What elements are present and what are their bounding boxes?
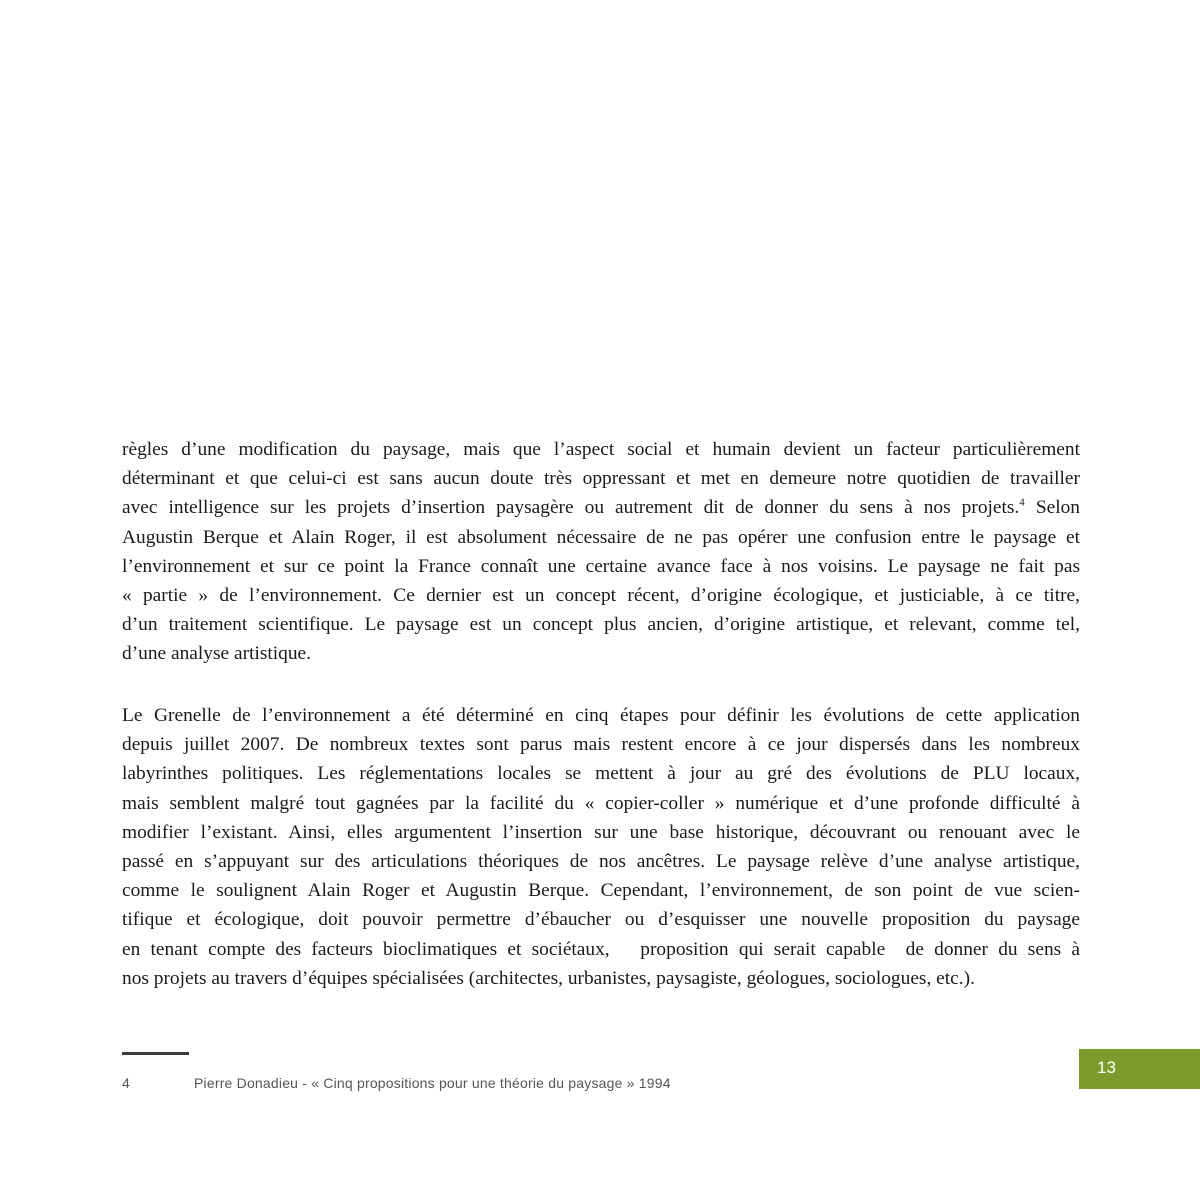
body-paragraph-2 <box>122 701 1080 993</box>
text-line: d’une analyse artistique. <box>122 643 311 665</box>
text-line: tifique et écologique, doit pouvoir permettre d’ébaucher ou d’esquisser une nouvelle proposition du paysage <box>122 909 1080 931</box>
text-line: depuis juillet 2007. De nombreux textes sont parus mais restent encore à ce jour dispersés dans les nombreux <box>122 734 1080 756</box>
text-line: en tenant compte des facteurs bioclimatiques et sociétaux, proposition qui serait capable de donner du sens à <box>122 938 1080 960</box>
page-number-tab <box>1079 1049 1200 1089</box>
footnote-divider <box>122 1052 189 1055</box>
text-segment: avec intelligence sur les projets d’insertion paysagère ou autrement dit de donner du sens à nos projets. <box>122 497 1020 519</box>
text-segment: Selon <box>1024 497 1080 519</box>
text-line: comme le soulignent Alain Roger et Augustin Berque. Cependant, l’environnement, de son point de vue scien- <box>122 880 1080 902</box>
page-number: 13 <box>1097 1058 1116 1077</box>
text-line: règles d’une modification du paysage, mais que l’aspect social et humain devient un facteur particulièrement <box>122 439 1080 460</box>
footnote-number: 4 <box>122 1075 130 1091</box>
footnote-reference[interactable]: 4 <box>1019 496 1025 509</box>
footnote-text: Pierre Donadieu - « Cinq propositions pour une théorie du paysage » 1994 <box>194 1075 671 1091</box>
text-line: déterminant et que celui-ci est sans aucun doute très oppressant et met en demeure notre quotidien de travailler <box>122 468 1080 490</box>
text-line: Augustin Berque et Alain Roger, il est absolument nécessaire de ne pas opérer une confusion entre le paysage et <box>122 526 1080 548</box>
text-line: labyrinthes politiques. Les réglementations locales se mettent à jour au gré des évolutions de PLU locaux, <box>122 763 1080 785</box>
text-line-with-footnote <box>122 493 1080 522</box>
text-line: Le Grenelle de l’environnement a été déterminé en cinq étapes pour définir les évolutions de cette application <box>122 705 1080 726</box>
text-line: mais semblent malgré tout gagnées par la facilité du « copier-coller » numérique et d’une profonde difficulté à <box>122 792 1080 814</box>
text-line: nos projets au travers d’équipes spécialisées (architectes, urbanistes, paysagiste, géologues, sociologues, etc.). <box>122 967 975 989</box>
text-line: « partie » de l’environnement. Ce dernier est un concept récent, d’origine écologique, et justiciable, à ce titre, <box>122 585 1080 607</box>
body-paragraph-1 <box>122 435 1080 669</box>
text-line: passé en s’appuyant sur des articulations théoriques de nos ancêtres. Le paysage relève d’une analyse artistique, <box>122 851 1080 873</box>
text-line: modifier l’existant. Ainsi, elles argumentent l’insertion sur une base historique, découvrant ou renouant avec le <box>122 821 1080 843</box>
text-line: l’environnement et sur ce point la France connaît une certaine avance face à nos voisins. Le paysage ne fait pas <box>122 555 1080 577</box>
text-line: d’un traitement scientifique. Le paysage est un concept plus ancien, d’origine artistique, et relevant, comme tel, <box>122 614 1080 636</box>
